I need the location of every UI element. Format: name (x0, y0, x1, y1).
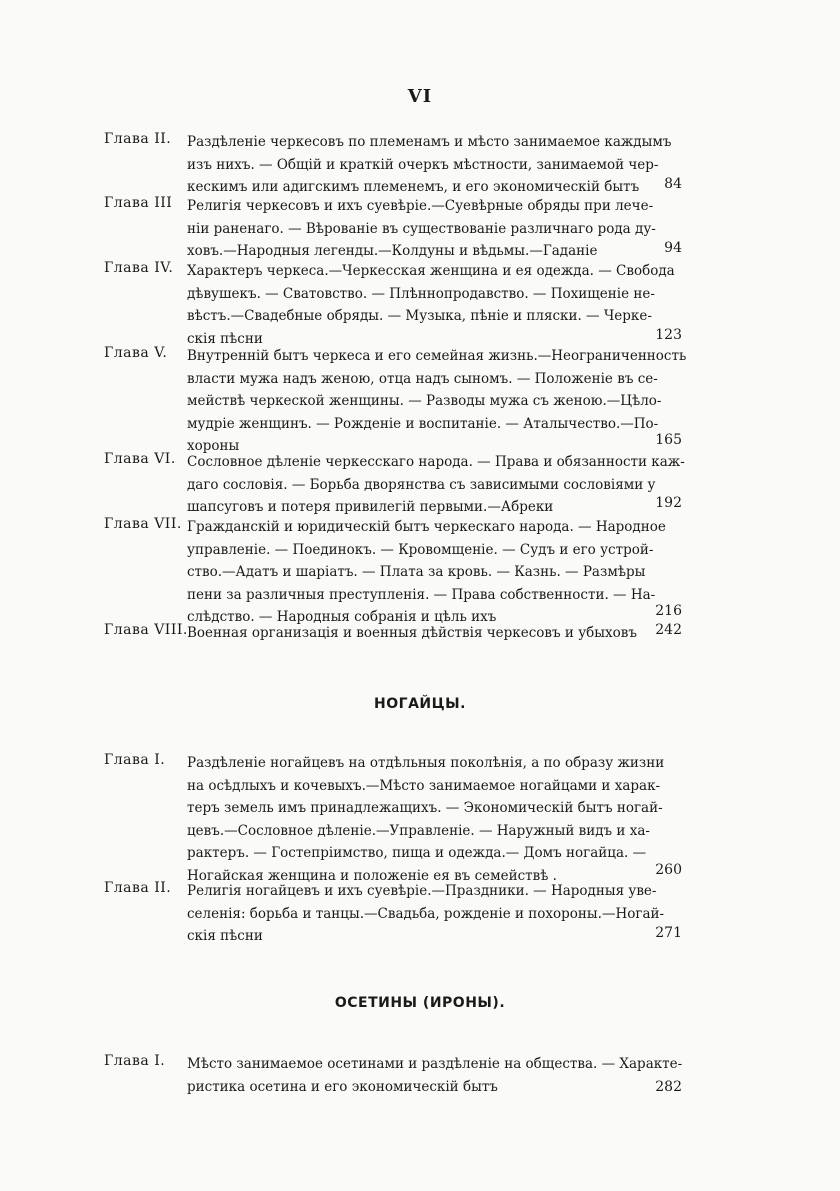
description-line: управленіе. — Поединокъ. — Кровомщеніе. — Судъ и его устрой- (187, 541, 654, 558)
chapter-label: Глава III (104, 195, 173, 211)
page-ref: 260 (655, 862, 682, 878)
chapter-description (187, 195, 656, 263)
description-line: Раздѣленіе ногайцевъ на отдѣльныя поколѣнія, а по образу жизни (187, 755, 665, 771)
description-line: Ногайская женщина и положеніе ея въ семействѣ . (187, 867, 557, 884)
chapter-label: Глава VIII. (104, 622, 188, 638)
description-line: шапсуговъ и потеря привилегій первыми.—Абреки (187, 499, 554, 516)
page-ref: 165 (655, 432, 682, 448)
description-line: ство.—Адатъ и шаріатъ. — Плата за кровь. — Казнь. — Размѣры (187, 564, 646, 581)
description-line: ніи раненаго. — Вѣрованіе въ существованіе различнаго рода ду- (187, 220, 656, 237)
page-ref: 271 (655, 925, 682, 941)
description-line: Гражданскій и юридическій бытъ черкескаго народа. — Народное (187, 519, 666, 535)
page-ref: 192 (655, 495, 682, 511)
description-line: вѣстъ.—Свадебные обряды. — Музыка, пѣніе и пляски. — Черке- (187, 308, 652, 325)
chapter-label: Глава V. (104, 345, 168, 361)
description-line: теръ земель имъ принадлежащихъ. — Экономическій бытъ ногай- (187, 800, 663, 817)
description-line: Характеръ черкеса.—Черкесская женщина и ея одежда. — Свобода (187, 263, 675, 279)
description-line: дѣвушекъ. — Сватовство. — Плѣннопродавство. — Похищеніе не- (187, 285, 655, 302)
section-title-ossetians: ОСЕТИНЫ (ИРОНЫ). (334, 995, 506, 1011)
page-ref: 216 (655, 603, 682, 619)
chapter-description (187, 752, 665, 888)
description-line: Религія черкесовъ и ихъ суевѣріе.—Суевѣрные обряды при лече- (187, 198, 654, 214)
description-line: Внутренній бытъ черкеса и его семейная жизнь.—Неограниченность (187, 348, 687, 364)
description-line: скія пѣсни (187, 928, 263, 945)
description-line: ховъ.—Народныя легенды.—Колдуны и вѣдьмы.—Гаданіе (187, 243, 598, 260)
description-line: на осѣдлыхъ и кочевыхъ.—Мѣсто занимаемое ногайцами и харак- (187, 777, 661, 794)
page-number: VI (407, 86, 433, 107)
description-line: селенія: борьба и танцы.—Свадьба, рожденіе и похороны.—Ногай- (187, 905, 665, 922)
page-ref: 94 (664, 240, 682, 256)
page-ref: 123 (655, 327, 682, 343)
description-line: Мѣсто занимаемое осетинами и раздѣленіе на общества. — Характе- (187, 1056, 683, 1072)
description-line: изъ нихъ. — Общій и краткій очеркъ мѣстности, занимаемой чер- (187, 156, 659, 173)
description-line: мействѣ черкеской женщины. — Разводы мужа съ женою.—Цѣло- (187, 393, 662, 410)
description-line: мудріе женщинъ. — Рожденіе и воспитаніе. — Аталычество.—По- (187, 415, 659, 432)
page-ref: 84 (664, 176, 682, 192)
description-line: хороны (187, 438, 240, 455)
chapter-description (187, 622, 645, 645)
description-line: ристика осетина и его экономическій бытъ (187, 1078, 498, 1095)
description-line: Сословное дѣленіе черкесскаго народа. — Права и обязанности каж- (187, 454, 685, 470)
chapter-label: Глава I. (104, 752, 166, 768)
chapter-label: Глава IV. (104, 260, 174, 276)
description-line: скія пѣсни (187, 330, 263, 347)
description-line: пени за различныя преступленія. — Права собственности. — На- (187, 586, 656, 603)
page-ref: 242 (655, 622, 682, 638)
chapter-description (187, 516, 666, 629)
chapter-label: Глава VI. (104, 451, 176, 467)
section-title-nogais: НОГАЙЦЫ. (374, 696, 466, 712)
chapter-description (187, 131, 672, 199)
chapter-label: Глава VII. (104, 516, 182, 532)
chapter-label: Глава II. (104, 131, 172, 147)
description-line: Раздѣленіе черкесовъ по племенамъ и мѣсто занимаемое каждымъ (187, 134, 672, 150)
description-line: рактеръ. — Гостепріимство, пища и одежда.— Домъ ногайца. — (187, 845, 647, 862)
description-line: цевъ.—Сословное дѣленіе.—Управленіе. — Наружный видъ и ха- (187, 822, 650, 839)
chapter-label: Глава I. (104, 1053, 166, 1069)
description-line: даго сословія. — Борьба дворянства съ зависимыми сословіями у (187, 476, 656, 493)
description-line: Религія ногайцевъ и ихъ суевѣріе.—Праздники. — Народныя уве- (187, 883, 657, 899)
chapter-description (187, 880, 665, 948)
chapter-label: Глава II. (104, 880, 172, 896)
description-line: Военная организація и военныя дѣйствія черкесовъ и убыховъ (187, 625, 637, 641)
description-line: слѣдство. — Народныя собранія и цѣль ихъ (187, 609, 497, 626)
page-ref: 282 (655, 1079, 682, 1095)
description-line: кескимъ или адигскимъ племенемъ, и его экономическій бытъ (187, 179, 640, 196)
description-line: власти мужа надъ женою, отца надъ сыномъ. — Положеніе въ се- (187, 370, 658, 387)
